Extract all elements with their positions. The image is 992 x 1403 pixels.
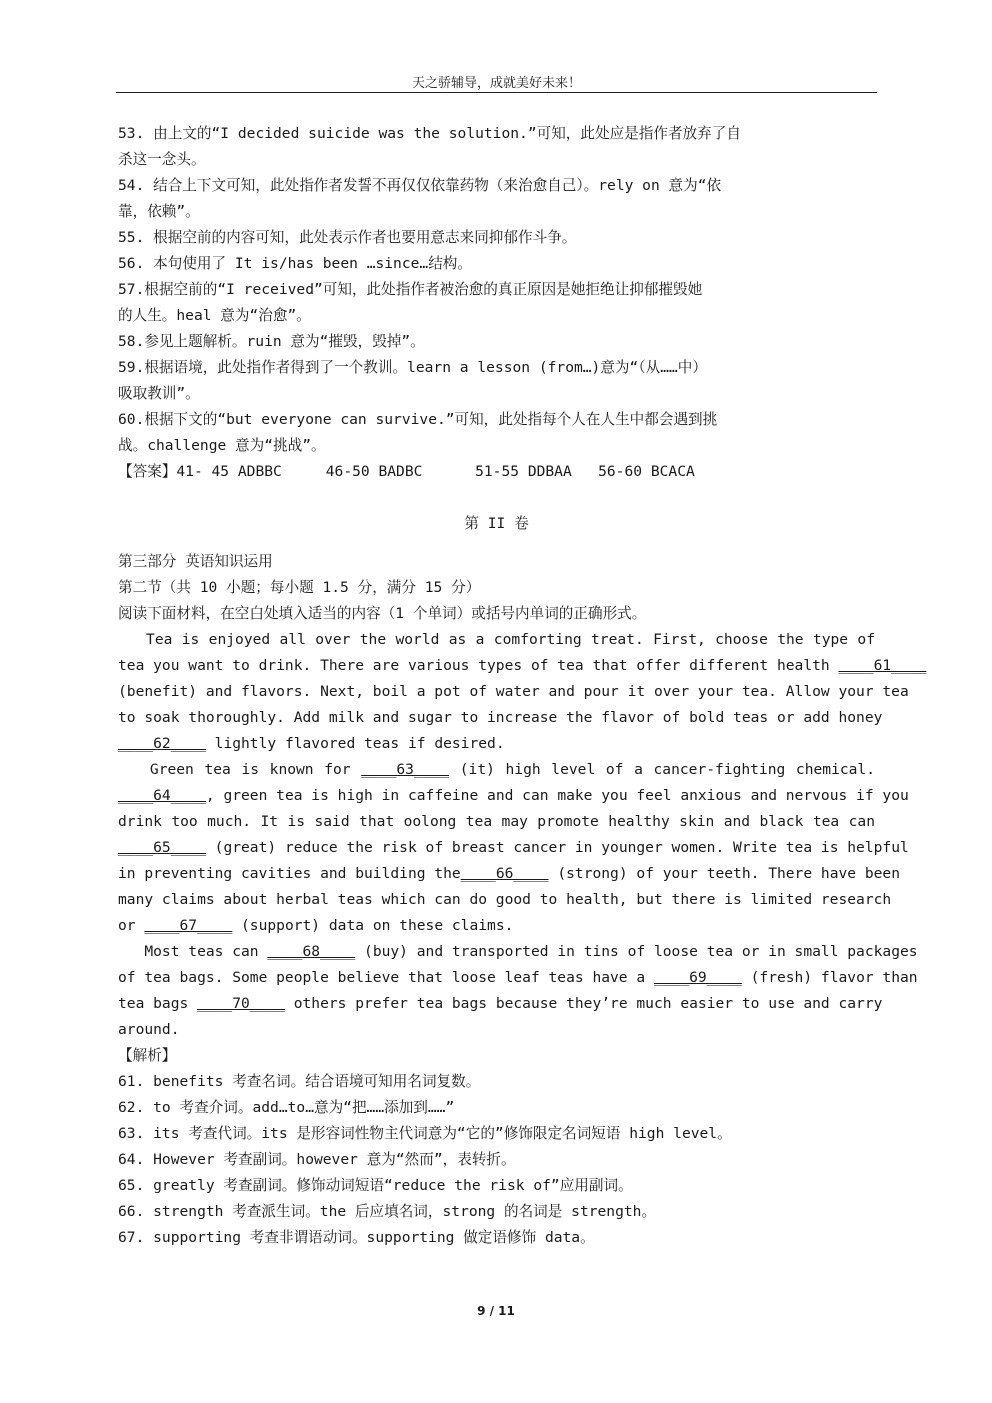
- cloze-blank: ____68____: [267, 943, 356, 960]
- explanation-line: 55. 根据空前的内容可知，此处表示作者也要用意志来同抑郁作斗争。: [118, 229, 577, 246]
- passage-text: Tea is enjoyed all over the world as a comforting treat. First, choose the type of: [118, 631, 875, 648]
- explanation-line: 65. greatly 考查副词。修饰动词短语“reduce the risk of”应用副词。: [118, 1177, 633, 1194]
- page-number: 9 / 11: [477, 1304, 515, 1318]
- passage-text: tea you want to drink. There are various types of tea that offer different health: [118, 657, 839, 674]
- passage-text: others prefer tea bags because they’re much easier to use and carry: [284, 995, 883, 1012]
- explanation-line: 59.根据语境，此处指作者得到了一个教训。learn a lesson (from…)意为“（从……中）: [118, 359, 707, 376]
- cloze-blank: ____69____: [653, 969, 742, 986]
- passage-line: [118, 887, 892, 913]
- passage-text: (it) high level of a cancer-fighting chemical.: [449, 761, 875, 778]
- passage-line: [118, 653, 927, 679]
- passage-text: (benefit) and flavors. Next, boil a pot of water and pour it over your tea. Allow your tea: [118, 683, 909, 700]
- cloze-blank: ____63____: [361, 761, 450, 778]
- passage-text: Green tea is known for: [118, 761, 362, 778]
- explanation-line: 战。challenge 意为“挑战”。: [118, 437, 326, 454]
- explanation-line: 62. to 考查介词。add…to…意为“把……添加到……”: [118, 1099, 455, 1116]
- explanation-line: 吸取教训”。: [118, 385, 200, 402]
- part-title: 第三部分 英语知识运用: [118, 553, 273, 570]
- passage-text: around.: [118, 1021, 180, 1038]
- cloze-blank: ____61____: [838, 657, 927, 674]
- passage-line: [118, 809, 875, 835]
- explanation-line: 53. 由上文的“I decided suicide was the solution.”可知，此处应是指作者放弃了自: [118, 125, 741, 142]
- explanation-line: 54. 结合上下文可知，此处指作者发誓不再仅仅依靠药物（来治愈自己）。rely on 意为“依: [118, 177, 722, 194]
- page-header: 天之骄辅导，成就美好未来！: [411, 76, 581, 91]
- explanation-line: 靠，依赖”。: [118, 203, 200, 220]
- cloze-passage: [118, 627, 927, 1043]
- passage-line: [118, 939, 918, 965]
- cloze-blank: ____67____: [144, 917, 233, 934]
- cloze-blank: ____65____: [118, 839, 206, 856]
- document-body: [118, 121, 927, 1251]
- passage-text: Most teas can: [118, 943, 268, 960]
- passage-line: [118, 965, 918, 991]
- passage-line: [118, 861, 900, 887]
- passage-text: , green tea is high in caffeine and can make you feel anxious and nervous if you: [205, 787, 909, 804]
- explanation-line: 61. benefits 考查名词。结合语境可知用名词复数。: [118, 1073, 481, 1090]
- passage-text: (support) data on these claims.: [232, 917, 514, 934]
- explanation-line: 的人生。heal 意为“治愈”。: [118, 307, 311, 324]
- explanation-line: 64. However 考查副词。however 意为“然而”，表转折。: [118, 1151, 516, 1168]
- passage-line: [118, 679, 909, 705]
- passage-line: [118, 783, 909, 809]
- explanation-line: 67. supporting 考查非谓语动词。supporting 做定语修饰 data。: [118, 1229, 595, 1246]
- passage-text: of tea bags. Some people believe that loose leaf teas have a: [118, 969, 654, 986]
- passage-text: (great) reduce the risk of breast cancer in younger women. Write tea is helpful: [205, 839, 909, 856]
- passage-line: [118, 991, 883, 1017]
- passage-line: [118, 705, 883, 731]
- passage-line: [118, 913, 875, 939]
- passage-text: (fresh) flavor than: [741, 969, 918, 986]
- passage-text: (buy) and transported in tins of loose tea or in small packages: [355, 943, 918, 960]
- instructions: 阅读下面材料，在空白处填入适当的内容（1 个单词）或括号内单词的正确形式。: [118, 605, 647, 622]
- passage-line: [118, 757, 875, 783]
- answer-key: 【答案】41- 45 ADBBC 46-50 BADBC 51-55 DDBAA 56-60 BCACA: [118, 463, 695, 480]
- cloze-blank: ____62____: [118, 735, 206, 752]
- passage-text: in preventing cavities and building the: [118, 865, 461, 882]
- explanation-line: 60.根据下文的“but everyone can survive.”可知，此处指每个人在人生中都会遇到挑: [118, 411, 718, 428]
- cloze-blank: ____64____: [118, 787, 206, 804]
- explanations-53-60: [118, 121, 875, 459]
- explanation-line: 66. strength 考查派生词。the 后应填名词，strong 的名词是 strength。: [118, 1203, 657, 1220]
- passage-line: [118, 731, 875, 757]
- explanation-line: 58.参见上题解析。ruin 意为“摧毁，毁掉”。: [118, 333, 425, 350]
- section-title: 第 II 卷: [464, 515, 529, 532]
- explanation-line: 57.根据空前的“I received”可知，此处指作者被治愈的真正原因是她拒绝让抑郁摧毁她: [118, 281, 703, 298]
- section-info: 第二节（共 10 小题；每小题 1.5 分，满分 15 分）: [118, 579, 481, 596]
- cloze-blank: ____66____: [460, 865, 549, 882]
- explanation-line: 杀这一念头。: [118, 151, 206, 168]
- passage-line: [118, 627, 875, 653]
- cloze-blank: ____70____: [197, 995, 285, 1012]
- analysis-label: 【解析】: [118, 1047, 177, 1064]
- passage-text: lightly flavored teas if desired.: [205, 735, 505, 752]
- passage-line: [118, 835, 909, 861]
- explanations-61-67: [118, 1069, 875, 1251]
- explanation-line: 56. 本句使用了 It is/has been …since…结构。: [118, 255, 472, 272]
- passage-text: or: [118, 917, 145, 934]
- passage-text: (strong) of your teeth. There have been: [548, 865, 900, 882]
- passage-line: [118, 1017, 875, 1043]
- passage-text: to soak thoroughly. Add milk and sugar to increase the flavor of bold teas or add honey: [118, 709, 883, 726]
- passage-text: many claims about herbal teas which can do good to health, but there is limited research: [118, 891, 892, 908]
- passage-text: tea bags: [118, 995, 198, 1012]
- passage-text: drink too much. It is said that oolong tea may promote healthy skin and black tea can: [118, 813, 875, 830]
- explanation-line: 63. its 考查代词。its 是形容词性物主代词意为“它的”修饰限定名词短语 high level。: [118, 1125, 732, 1142]
- header-divider: [116, 92, 877, 93]
